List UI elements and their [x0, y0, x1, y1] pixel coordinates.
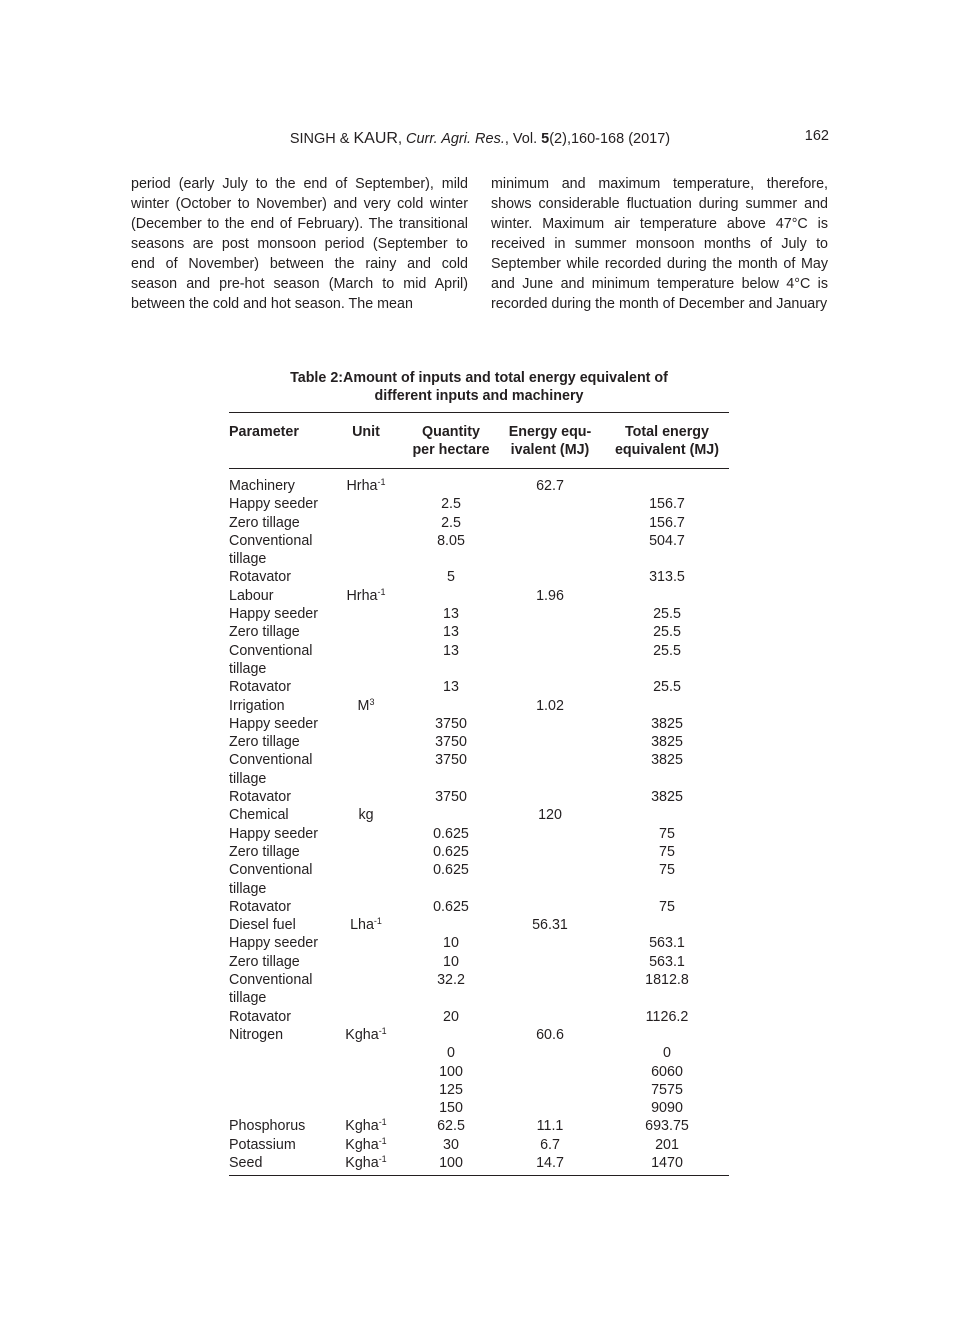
cell-energy-equivalent [495, 953, 605, 971]
cell-quantity: 0.625 [433, 898, 469, 915]
cell-quantity [407, 916, 495, 934]
cell-energy-equivalent [495, 1044, 605, 1062]
cell-energy-equivalent [495, 971, 605, 989]
cell-energy-equivalent [495, 678, 605, 696]
table-row [229, 861, 729, 879]
cell-parameter: Rotavator [229, 1008, 291, 1025]
vol-prefix: , Vol. [504, 131, 542, 147]
cell-total-energy: 25.5 [653, 606, 681, 623]
table-row [229, 916, 729, 934]
table-row [229, 971, 729, 989]
cell-parameter [229, 1081, 325, 1099]
cell-unit [325, 1044, 407, 1062]
cell-energy-equivalent [495, 934, 605, 952]
header-line-1: Parameter [229, 424, 299, 440]
cell-total-energy [605, 806, 729, 824]
cell-energy-equivalent: 1.02 [536, 697, 564, 714]
cell-energy-equivalent: 56.31 [532, 917, 568, 934]
cell-parameter: Happy seeder [229, 715, 319, 732]
table-row [229, 806, 729, 824]
cell-quantity: 0 [447, 1045, 455, 1062]
cell-total-energy [605, 587, 729, 605]
cell-quantity: 13 [443, 624, 459, 641]
right-text-column [491, 174, 828, 314]
cell-total-energy: 1470 [651, 1154, 683, 1171]
cell-energy-equivalent [495, 568, 605, 586]
cell-parameter: Conventional [229, 862, 313, 879]
table-row [229, 587, 729, 605]
cell-parameter: Potassium [229, 1136, 296, 1153]
table-row [229, 697, 729, 715]
cell-energy-equivalent [495, 623, 605, 641]
header-line-1: Energy equ- [508, 424, 592, 440]
header-line-2: equivalent (MJ) [614, 442, 720, 458]
cell-unit [325, 532, 407, 550]
cell-quantity [407, 660, 495, 678]
cell-unit [325, 953, 407, 971]
cell-unit [325, 605, 407, 623]
cell-quantity [407, 697, 495, 715]
table-row [229, 770, 729, 788]
table-row [229, 678, 729, 696]
cell-quantity: 3750 [435, 715, 467, 732]
table-row [229, 1008, 729, 1026]
table-row [229, 1117, 729, 1135]
cell-total-energy: 25.5 [653, 642, 681, 659]
header-line-1: Quantity [422, 424, 480, 440]
unit-text: M [357, 697, 370, 714]
cell-total-energy: 3825 [651, 715, 683, 732]
cell-energy-equivalent: 60.6 [536, 1026, 564, 1043]
cell-parameter: Happy seeder [229, 935, 319, 952]
header-line-1: Unit [352, 424, 380, 440]
running-header [0, 130, 960, 150]
cell-total-energy [605, 1026, 729, 1044]
cell-energy-equivalent [495, 605, 605, 623]
cell-total-energy: 201 [655, 1136, 679, 1153]
table-row [229, 989, 729, 1007]
cell-quantity: 125 [439, 1081, 463, 1098]
cell-quantity: 20 [443, 1008, 459, 1025]
caption-line-2: different inputs and machinery [374, 388, 584, 404]
authors-main: KAUR [353, 130, 398, 147]
table-header-row [229, 413, 729, 469]
cell-quantity [407, 550, 495, 568]
cell-energy-equivalent [495, 642, 605, 660]
cell-parameter: Zero tillage [229, 953, 300, 970]
cell-unit [325, 1099, 407, 1117]
cell-parameter: tillage [229, 770, 267, 787]
unit-text: Hrha [346, 587, 378, 604]
cell-unit [325, 788, 407, 806]
cell-energy-equivalent: 62.7 [536, 478, 564, 494]
table-row [229, 1044, 729, 1062]
cell-energy-equivalent [495, 751, 605, 769]
cell-total-energy: 156.7 [649, 496, 685, 513]
cell-total-energy [605, 660, 729, 678]
cell-unit [325, 642, 407, 660]
cell-quantity: 0.625 [433, 843, 469, 860]
cell-energy-equivalent [495, 843, 605, 861]
cell-total-energy [605, 880, 729, 898]
cell-unit [325, 806, 407, 824]
cell-quantity: 8.05 [437, 532, 465, 549]
cell-quantity [407, 880, 495, 898]
cell-total-energy [605, 989, 729, 1007]
cell-quantity: 0.625 [433, 825, 469, 842]
cell-total-energy [605, 916, 729, 934]
cell-unit [325, 568, 407, 586]
cell-quantity: 13 [443, 679, 459, 696]
table-body [229, 469, 729, 1176]
table-row [229, 550, 729, 568]
table-row [229, 825, 729, 843]
cell-parameter: tillage [229, 880, 267, 897]
cell-energy-equivalent [495, 715, 605, 733]
cell-unit [325, 1008, 407, 1026]
cell-parameter: Rotavator [229, 679, 291, 696]
cell-quantity: 100 [439, 1154, 463, 1171]
cell-unit [325, 469, 407, 496]
cell-unit [325, 1136, 407, 1154]
cell-energy-equivalent [495, 825, 605, 843]
cell-unit [325, 825, 407, 843]
cell-parameter: Happy seeder [229, 496, 319, 513]
cell-unit [325, 514, 407, 532]
cell-quantity: 13 [443, 606, 459, 623]
table-row [229, 1026, 729, 1044]
unit-text: Kgha [345, 1154, 379, 1171]
cell-parameter: Conventional [229, 972, 313, 989]
cell-energy-equivalent [495, 1081, 605, 1099]
cell-unit [325, 1026, 407, 1044]
cell-unit [325, 587, 407, 605]
unit-exponent: -1 [378, 1153, 387, 1164]
cell-quantity [407, 1026, 495, 1044]
cell-energy-equivalent [495, 532, 605, 550]
unit-exponent: -1 [378, 1135, 387, 1146]
cell-quantity: 30 [443, 1136, 459, 1153]
unit-text: Hrha [346, 478, 378, 494]
table-row [229, 934, 729, 952]
unit-exponent: -1 [378, 1117, 387, 1128]
cell-parameter: Rotavator [229, 569, 291, 586]
cell-unit [325, 934, 407, 952]
cell-total-energy: 75 [659, 825, 675, 842]
cell-quantity: 62.5 [437, 1118, 465, 1135]
unit-text: Kgha [345, 1026, 379, 1043]
cell-parameter: Zero tillage [229, 514, 300, 531]
cell-quantity: 2.5 [441, 496, 461, 513]
page-number: 162 [804, 128, 829, 144]
table-row [229, 1099, 729, 1117]
cell-quantity: 5 [447, 569, 455, 586]
cell-energy-equivalent [495, 1008, 605, 1026]
table-row [229, 495, 729, 513]
cell-quantity: 2.5 [441, 514, 461, 531]
cell-unit [325, 916, 407, 934]
cell-unit [325, 550, 407, 568]
cell-quantity: 3750 [435, 752, 467, 769]
cell-quantity [407, 587, 495, 605]
table-caption [229, 369, 729, 405]
table-row [229, 880, 729, 898]
cell-unit [325, 495, 407, 513]
cell-parameter [229, 1063, 325, 1081]
issue-pages-year: (2),160-168 (2017) [549, 131, 671, 147]
table-row [229, 1081, 729, 1099]
cell-unit [325, 1117, 407, 1135]
cell-total-energy: 504.7 [649, 532, 685, 549]
cell-quantity [407, 806, 495, 824]
cell-energy-equivalent: 120 [538, 807, 562, 824]
cell-energy-equivalent [495, 514, 605, 532]
cell-unit [325, 861, 407, 879]
cell-parameter [229, 1099, 325, 1117]
cell-total-energy: 75 [659, 862, 675, 879]
cell-parameter: Irrigation [229, 697, 285, 714]
cell-parameter: Nitrogen [229, 1026, 284, 1043]
cell-parameter: Zero tillage [229, 624, 300, 641]
cell-quantity: 150 [439, 1100, 463, 1117]
cell-total-energy: 25.5 [653, 624, 681, 641]
table-row [229, 1154, 729, 1176]
cell-energy-equivalent [495, 1099, 605, 1117]
table-row [229, 568, 729, 586]
cell-total-energy: 693.75 [645, 1118, 689, 1135]
cell-total-energy: 75 [659, 843, 675, 860]
cell-energy-equivalent [495, 989, 605, 1007]
cell-parameter: Seed [229, 1154, 263, 1171]
col-energy-equivalent-header [495, 413, 605, 469]
cell-unit [325, 843, 407, 861]
cell-parameter: Machinery [229, 478, 295, 494]
cell-energy-equivalent [495, 550, 605, 568]
cell-quantity: 0.625 [433, 862, 469, 879]
cell-unit [325, 770, 407, 788]
cell-quantity: 10 [443, 953, 459, 970]
col-quantity-header [407, 413, 495, 469]
unit-exponent: 3 [369, 696, 375, 707]
cell-parameter [229, 1044, 325, 1062]
cell-unit [325, 623, 407, 641]
cell-total-energy: 1126.2 [645, 1008, 689, 1025]
cell-parameter: tillage [229, 660, 267, 677]
table-row [229, 715, 729, 733]
cell-unit [325, 697, 407, 715]
col-unit-header [325, 413, 407, 469]
unit-exponent: -1 [378, 1025, 387, 1036]
table-row [229, 532, 729, 550]
cell-total-energy: 3825 [651, 789, 683, 806]
cell-total-energy [605, 469, 729, 496]
cell-energy-equivalent [495, 495, 605, 513]
cell-unit [325, 733, 407, 751]
cell-total-energy [605, 550, 729, 568]
comma: , [397, 131, 407, 147]
cell-parameter: Zero tillage [229, 843, 300, 860]
cell-total-energy: 156.7 [649, 514, 685, 531]
cell-parameter: Happy seeder [229, 606, 319, 623]
cell-quantity: 32.2 [437, 972, 465, 989]
cell-unit [325, 989, 407, 1007]
cell-total-energy: 0 [663, 1045, 671, 1062]
caption-line-1: Table 2:Amount of inputs and total energy equivalent of [290, 370, 668, 386]
cell-unit [325, 660, 407, 678]
cell-quantity [407, 469, 495, 496]
cell-energy-equivalent [495, 733, 605, 751]
cell-total-energy: 3825 [651, 752, 683, 769]
table-row [229, 733, 729, 751]
cell-energy-equivalent [495, 770, 605, 788]
cell-parameter: Conventional [229, 532, 313, 549]
cell-energy-equivalent [495, 660, 605, 678]
cell-total-energy: 563.1 [649, 953, 685, 970]
volume-number: 5 [541, 131, 550, 147]
cell-energy-equivalent [495, 861, 605, 879]
left-text-column [131, 174, 468, 314]
cell-parameter: Chemical [229, 807, 289, 824]
cell-energy-equivalent: 1.96 [536, 587, 564, 604]
cell-parameter: Conventional [229, 642, 313, 659]
cell-parameter: Zero tillage [229, 734, 300, 751]
cell-total-energy: 7575 [651, 1081, 683, 1098]
cell-unit [325, 1063, 407, 1081]
left-column-paragraph: period (early July to the end of September), mild winter (October to November) and very cold winter (December to the end of February). The transitional seasons are post monsoon period (September to end of November) between the rainy and cold season and pre-hot season (March to mid April) between the cold and hot season. The mean [131, 176, 468, 312]
table-row [229, 660, 729, 678]
unit-text: Kgha [345, 1136, 379, 1153]
cell-energy-equivalent [495, 1063, 605, 1081]
cell-parameter: tillage [229, 990, 267, 1007]
cell-energy-equivalent: 14.7 [536, 1154, 564, 1171]
cell-unit [325, 678, 407, 696]
table-row [229, 751, 729, 769]
cell-parameter: Diesel fuel [229, 917, 296, 934]
cell-quantity: 3750 [435, 789, 467, 806]
cell-total-energy: 1812.8 [645, 972, 689, 989]
header-line-2: per hectare [412, 442, 490, 458]
cell-unit [325, 751, 407, 769]
table-row [229, 605, 729, 623]
cell-quantity: 3750 [435, 734, 467, 751]
table-row [229, 514, 729, 532]
cell-energy-equivalent: 11.1 [536, 1118, 564, 1135]
table-row [229, 469, 729, 496]
header-line-2: ivalent (MJ) [510, 442, 590, 458]
cell-unit [325, 880, 407, 898]
cell-energy-equivalent [495, 788, 605, 806]
col-parameter-header [229, 413, 325, 469]
cell-total-energy [605, 770, 729, 788]
table-row [229, 1063, 729, 1081]
cell-parameter: tillage [229, 551, 267, 568]
table-row [229, 898, 729, 916]
table-row [229, 843, 729, 861]
cell-energy-equivalent [495, 880, 605, 898]
table-row [229, 953, 729, 971]
energy-inputs-table [229, 412, 729, 1176]
cell-total-energy: 75 [659, 898, 675, 915]
cell-total-energy: 313.5 [649, 569, 685, 586]
right-column-paragraph: minimum and maximum temperature, therefore, shows considerable fluctuation during summer and winter. Maximum air temperature above 47°C is received in summer monsoon months of July to September while recorded during the month of May and June and minimum temperature below 4°C is recorded during the month of December and January [491, 176, 828, 312]
cell-quantity [407, 989, 495, 1007]
cell-unit [325, 898, 407, 916]
cell-total-energy [605, 697, 729, 715]
cell-quantity: 10 [443, 935, 459, 952]
cell-parameter: Rotavator [229, 898, 291, 915]
cell-unit [325, 1081, 407, 1099]
cell-quantity [407, 770, 495, 788]
cell-parameter: Rotavator [229, 789, 291, 806]
unit-text: Kgha [345, 1118, 379, 1135]
col-total-energy-header [605, 413, 729, 469]
cell-quantity: 13 [443, 642, 459, 659]
header-line-1: Total energy [625, 424, 709, 440]
unit-exponent: -1 [377, 586, 386, 597]
cell-unit [325, 715, 407, 733]
cell-total-energy: 25.5 [653, 679, 681, 696]
unit-exponent: -1 [377, 477, 386, 487]
table-row [229, 623, 729, 641]
table-row [229, 788, 729, 806]
cell-quantity: 100 [439, 1063, 463, 1080]
unit-exponent: -1 [373, 916, 382, 927]
table-row [229, 1136, 729, 1154]
cell-unit [325, 971, 407, 989]
authors-prefix: SINGH & [289, 131, 354, 147]
cell-total-energy: 3825 [651, 734, 683, 751]
cell-parameter: Phosphorus [229, 1118, 306, 1135]
unit-text: Lha [350, 917, 374, 934]
unit-text: kg [358, 807, 374, 824]
cell-parameter: Happy seeder [229, 825, 319, 842]
cell-parameter: Conventional [229, 752, 313, 769]
cell-energy-equivalent [495, 898, 605, 916]
cell-total-energy: 563.1 [649, 935, 685, 952]
cell-parameter: Labour [229, 587, 274, 604]
journal-name: Curr. Agri. Res. [406, 131, 505, 147]
cell-unit [325, 1154, 407, 1176]
table-row [229, 642, 729, 660]
cell-total-energy: 9090 [651, 1100, 683, 1117]
cell-energy-equivalent: 6.7 [540, 1136, 560, 1153]
cell-total-energy: 6060 [651, 1063, 683, 1080]
